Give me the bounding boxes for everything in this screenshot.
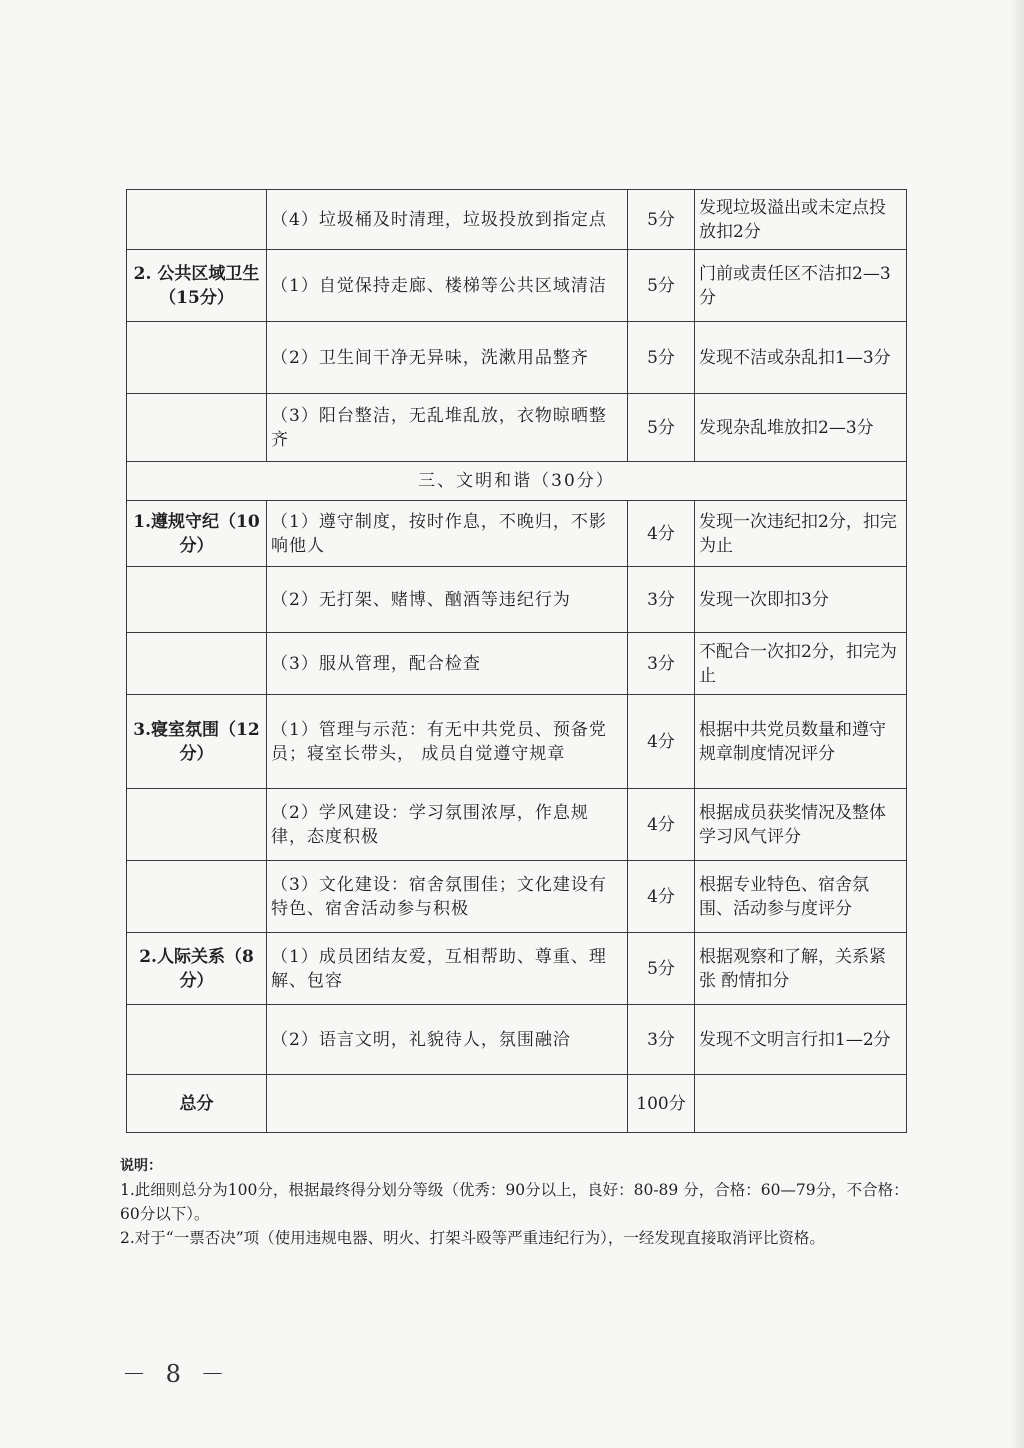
item-cell: （1）遵守制度，按时作息，不晚归，不影响他人: [267, 501, 628, 567]
rule-cell: 发现一次即扣3分: [695, 567, 907, 633]
score-cell: 3分: [628, 633, 695, 695]
table-row: [127, 1005, 907, 1075]
total-item-cell: [267, 1075, 628, 1133]
rule-cell: 根据成员获奖情况及整体学习风气评分: [695, 789, 907, 861]
table-row: [127, 394, 907, 462]
page-edge-shadow: [1010, 0, 1024, 1448]
table-row: [127, 322, 907, 394]
score-cell: 5分: [628, 933, 695, 1005]
item-cell: （3）文化建设：宿舍氛围佳；文化建设有特色、宿舍活动参与积极: [267, 861, 628, 933]
rule-cell: 发现不文明言行扣1—2分: [695, 1005, 907, 1075]
category-cell: [127, 789, 267, 861]
score-cell: 5分: [628, 322, 695, 394]
notes-section: [120, 1154, 910, 1250]
score-cell: 3分: [628, 1005, 695, 1075]
table-row: [127, 250, 907, 322]
item-cell: （2）卫生间干净无异味，洗漱用品整齐: [267, 322, 628, 394]
item-cell: （2）学风建设：学习氛围浓厚，作息规律，态度积极: [267, 789, 628, 861]
category-cell: 2. 公共区域卫生（15分）: [127, 250, 267, 322]
score-cell: 5分: [628, 190, 695, 250]
category-cell: [127, 633, 267, 695]
table-row: [127, 190, 907, 250]
rule-cell: 发现杂乱堆放扣2—3分: [695, 394, 907, 462]
table-row: [127, 933, 907, 1005]
rule-cell: 根据观察和了解，关系紧张 酌情扣分: [695, 933, 907, 1005]
scoring-table: [126, 189, 907, 1133]
score-cell: 4分: [628, 789, 695, 861]
scoring-table-container: [126, 189, 906, 1133]
item-cell: （1）自觉保持走廊、楼梯等公共区域清洁: [267, 250, 628, 322]
page-number: － 8 －: [122, 1360, 231, 1388]
total-label: 总分: [127, 1075, 267, 1133]
section-title: 三、文明和谐（30分）: [127, 462, 907, 501]
notes-line-2: 2.对于“一票否决”项（使用违规电器、明火、打架斗殴等严重违纪行为），一经发现直接取消评比资格。: [120, 1229, 825, 1247]
category-cell: [127, 567, 267, 633]
table-row: [127, 567, 907, 633]
table-row: [127, 501, 907, 567]
table-row: [127, 695, 907, 789]
item-cell: （4）垃圾桶及时清理，垃圾投放到指定点: [267, 190, 628, 250]
score-cell: 4分: [628, 695, 695, 789]
category-cell: [127, 190, 267, 250]
rule-cell: 发现一次违纪扣2分，扣完 为止: [695, 501, 907, 567]
category-cell: [127, 394, 267, 462]
rule-cell: 发现不洁或杂乱扣1—3分: [695, 322, 907, 394]
item-cell: （2）无打架、赌博、酗酒等违纪行为: [267, 567, 628, 633]
item-cell: （2）语言文明，礼貌待人，氛围融洽: [267, 1005, 628, 1075]
item-cell: （3）阳台整洁，无乱堆乱放，衣物晾晒整齐: [267, 394, 628, 462]
rule-cell: 根据专业特色、宿舍氛围、活动参与度评分: [695, 861, 907, 933]
rule-cell: 不配合一次扣2分，扣完为止: [695, 633, 907, 695]
category-cell: [127, 1005, 267, 1075]
item-cell: （1）管理与示范：有无中共党员、预备党员；寝室长带头， 成员自觉遵守规章: [267, 695, 628, 789]
rule-cell: 根据中共党员数量和遵守规章制度情况评分: [695, 695, 907, 789]
score-cell: 5分: [628, 394, 695, 462]
notes-line-1: 1.此细则总分为100分，根据最终得分划分等级（优秀：90分以上，良好：80-89 分，合格：60—79分，不合格：60分以下）。: [120, 1181, 909, 1223]
score-cell: 5分: [628, 250, 695, 322]
item-cell: （3）服从管理，配合检查: [267, 633, 628, 695]
rule-cell: 门前或责任区不洁扣2—3分: [695, 250, 907, 322]
total-score: 100分: [628, 1075, 695, 1133]
total-rule-cell: [695, 1075, 907, 1133]
notes-title: 说明：: [120, 1158, 162, 1174]
category-cell: 1.遵规守纪（10分）: [127, 501, 267, 567]
table-row: [127, 789, 907, 861]
score-cell: 4分: [628, 861, 695, 933]
rule-cell: 发现垃圾溢出或未定点投放扣2分: [695, 190, 907, 250]
table-row: [127, 633, 907, 695]
score-cell: 3分: [628, 567, 695, 633]
section-row: [127, 462, 907, 501]
category-cell: [127, 861, 267, 933]
score-cell: 4分: [628, 501, 695, 567]
category-cell: 2.人际关系（8分）: [127, 933, 267, 1005]
total-row: [127, 1075, 907, 1133]
table-row: [127, 861, 907, 933]
item-cell: （1）成员团结友爱，互相帮助、尊重、理解、包容: [267, 933, 628, 1005]
category-cell: [127, 322, 267, 394]
category-cell: 3.寝室氛围（12分）: [127, 695, 267, 789]
